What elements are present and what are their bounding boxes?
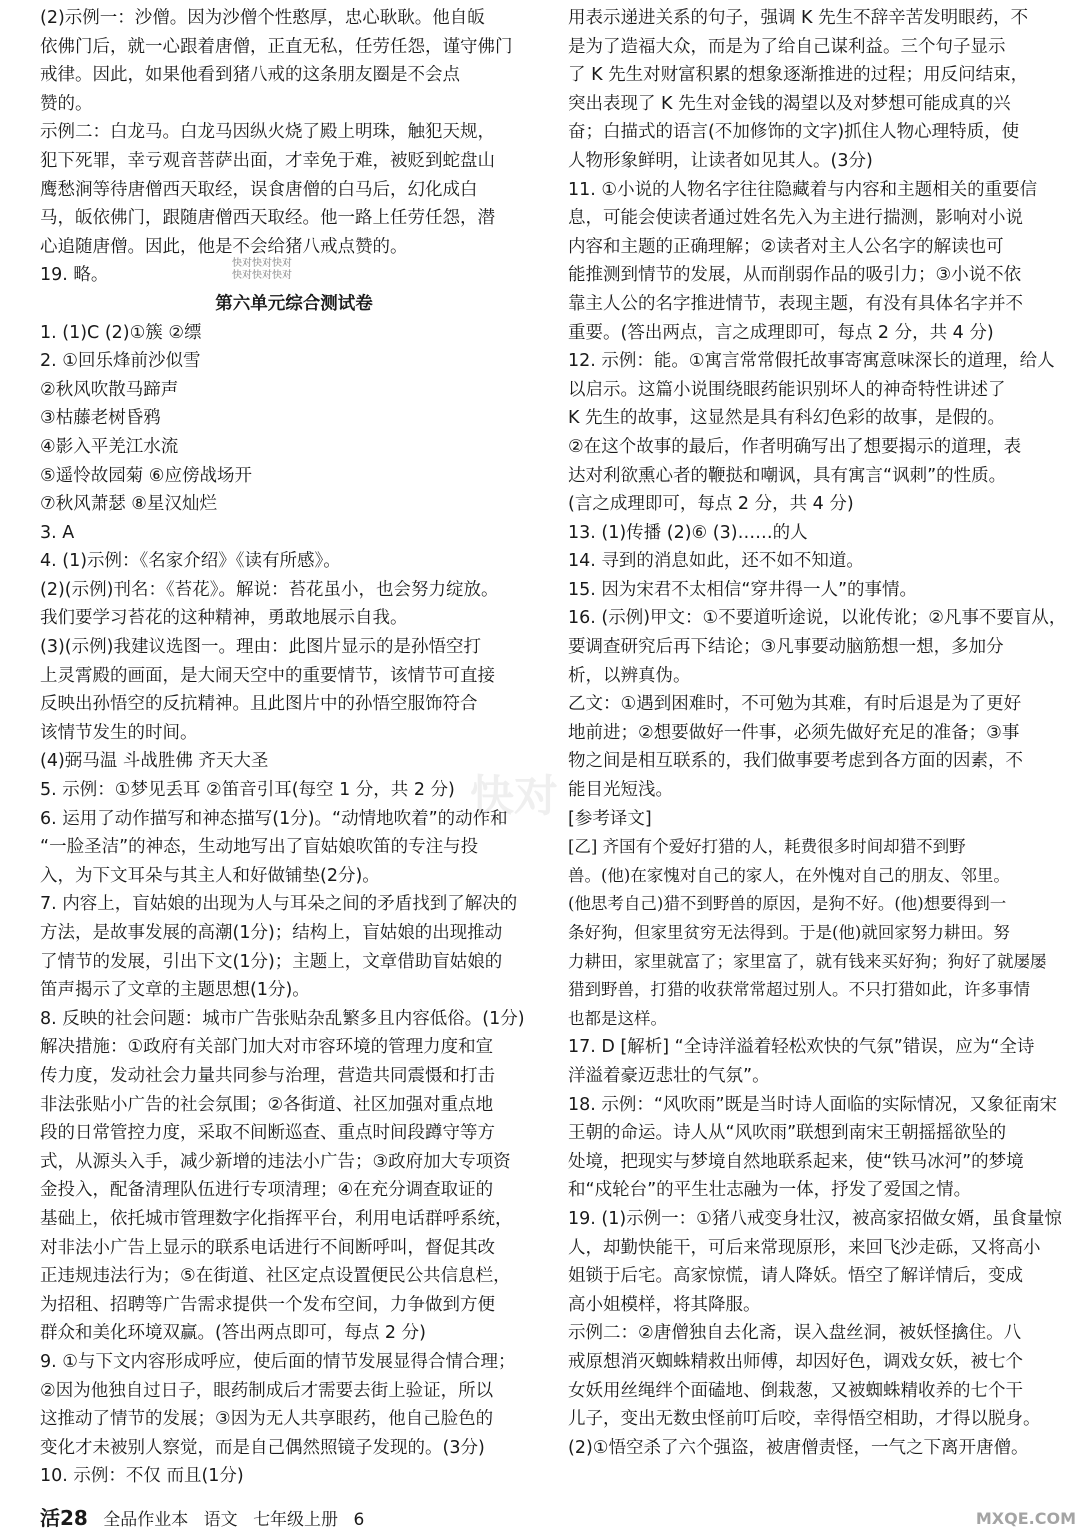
- text-line: 洋溢着豪迈悲壮的气氛”。: [568, 1065, 770, 1086]
- text-line: 女妖用丝绳绊个面磕地、倒栽葱，又被蜘蛛精收养的七个干: [568, 1380, 1023, 1401]
- text-line: 基础上，依托城市管理数字化指挥平台，利用电话群呼系统，: [40, 1208, 513, 1229]
- text-line: ③枯藤老树昏鸦: [40, 408, 161, 429]
- text-line: K 先生的故事，这显然是具有科幻色彩的故事，是假的。: [568, 408, 1006, 429]
- text-line: 6. 运用了动作描写和神态描写(1分)。“动情地吹着”的动作和: [40, 808, 508, 829]
- text-line: 11. ①小说的人物名字往往隐藏着与内容和主题相关的重要信: [568, 179, 1038, 200]
- text-line: 13. (1)传播 (2)⑥ (3)……的人: [568, 522, 808, 543]
- text-line: 非法张贴小广告的社会氛围；②各街道、社区加强对重点地: [40, 1094, 494, 1115]
- text-line: 示例二：白龙马。白龙马因纵火烧了殿上明珠，触犯天规，: [40, 122, 495, 143]
- footer-subject: 语文: [203, 1510, 238, 1530]
- text-line: 16. (示例)甲文：①不要道听途说，以讹传讹；②凡事不要盲从，: [568, 608, 1067, 629]
- text-line: 14. 寻到的消息如此，还不如不知道。: [568, 551, 864, 572]
- text-line: 物之间是相互联系的，我们做事要考虑到各方面的因素，不: [568, 751, 1023, 772]
- text-line: (4)弼马温 斗战胜佛 齐天大圣: [40, 751, 269, 772]
- text-line: 3. A: [40, 522, 75, 543]
- text-line: [参考译文]: [568, 808, 652, 829]
- text-line: 赞的。: [40, 93, 93, 114]
- text-line: 19. (1)示例一：①猪八戒变身壮汉，被高家招做女婿，虽食量惊: [568, 1208, 1062, 1229]
- text-line: 正违规违法行为；⑤在街道、社区定点设置便民公共信息栏，: [40, 1266, 511, 1287]
- text-line: 15. 因为宋君不太相信“穿井得一人”的事情。: [568, 579, 918, 600]
- text-line: (2)(示例)刊名：《苔花》。解说：苔花虽小，也会努力绽放。: [40, 579, 499, 600]
- text-line: 12. 示例：能。①寓言常常假托故事寄寓意味深长的道理，给人: [568, 351, 1055, 372]
- text-line: 这推动了情节的发展；③因为无人共享眼药，他自己脸色的: [40, 1409, 494, 1430]
- text-line: 方法，是故事发展的高潮(1分)；结构上，盲姑娘的出现推动: [40, 923, 503, 943]
- text-line: 高小姐模样，将其降服。: [568, 1294, 761, 1315]
- text-line: 儿子，变出无数虫怪前叮后咬，幸得悟空相助，才得以脱身。: [568, 1409, 1041, 1430]
- text-line: 心追随唐僧。因此，他是不会给猪八戒点赞的。: [40, 236, 408, 257]
- text-line: 2. ①回乐烽前沙似雪: [40, 351, 201, 372]
- text-line: 息，可能会使读者通过姓名先入为主进行揣测，影响对小说: [568, 208, 1023, 229]
- text-line: 犯下死罪，幸亏观音菩萨出面，才幸免于难，被贬到蛇盘山: [40, 150, 495, 171]
- text-line: 戒律。因此，如果他看到猪八戒的这条朋友圈是不会点: [40, 65, 460, 86]
- text-line: 能目光短浅。: [568, 780, 673, 801]
- right-column: [568, 4, 1073, 1462]
- text-line: 地前进；②想要做好一件事，必须先做好充足的准备；③事: [568, 722, 1020, 743]
- text-line: 对非法小广告上显示的联系电话进行不间断呼叫，督促其改: [40, 1237, 495, 1258]
- text-line: (2)示例一：沙僧。因为沙僧个性憨厚，忠心耿耿。他自皈: [40, 8, 485, 28]
- text-line: 析，以辨真伪。: [568, 665, 691, 686]
- stamp-text: 快对快对快对 快对快对快对: [232, 258, 292, 281]
- text-line: 猎到野兽，打猎的收获常常超过别人。不只打猎如此，许多事情: [568, 980, 1030, 1000]
- text-line: 靠主人公的名字推进情节，表现主题，有没有具体名字并不: [568, 293, 1023, 314]
- text-line: 段的日常管控力度，采取不间断巡查、重点时间段蹲守等方: [40, 1123, 495, 1144]
- text-line: 10. 示例：不仅 而且(1分): [40, 1466, 244, 1487]
- text-line: “一脸圣洁”的神态，生动地写出了盲姑娘吹笛的专注与投: [40, 837, 479, 858]
- text-line: 反映出孙悟空的反抗精神。且此图片中的孙悟空服饰符合: [40, 694, 478, 715]
- text-line: 该情节发生的时间。: [40, 722, 198, 743]
- text-line: ⑦秋风萧瑟 ⑧星汉灿烂: [40, 494, 217, 515]
- text-line: 了 K 先生对财富积累的想象逐渐推进的过程；用反问结束，: [568, 65, 1029, 86]
- page-footer: [40, 1502, 374, 1531]
- text-line: 式，从源头入手，减少新增的违法小广告；③政府加大专项资: [40, 1151, 511, 1172]
- text-line: 群众和美化环境双赢。(答出两点即可，每点 2 分): [40, 1323, 426, 1344]
- text-line: 人，却勤快能干，可后来常现原形，来回飞沙走砾，又将高小: [568, 1237, 1041, 1258]
- text-line: 乙文：①遇到困难时，不可勉为其难，有时后退是为了更好: [568, 694, 1022, 715]
- text-line: 依佛门后，就一心跟着唐僧，正直无私，任劳任怨，谨守佛门: [40, 36, 513, 57]
- text-line: 1. (1)C (2)①簇 ②缥: [40, 322, 202, 343]
- text-line: 人物形象鲜明，让读者如见其人。(3分): [568, 150, 873, 171]
- text-line: 重要。(答出两点，言之成理即可，每点 2 分，共 4 分): [568, 322, 994, 343]
- text-line: 奋；白描式的语言(不加修饰的文字)抓住人物心理特质，使: [568, 122, 1020, 143]
- text-line: 19. 略。: [40, 265, 109, 286]
- text-line: 8. 反映的社会问题：城市广告张贴杂乱繁多且内容低俗。(1分): [40, 1008, 525, 1029]
- site-logo: MXQE.COM: [975, 1509, 1076, 1528]
- footer-series: 全品作业本: [103, 1510, 189, 1530]
- text-line: 突出表现了 K 先生对金钱的渴望以及对梦想可能成真的兴: [568, 93, 1011, 114]
- text-line: 金投入，配备清理队伍进行专项清理；④在充分调查取证的: [40, 1180, 494, 1201]
- left-column: [40, 4, 548, 1491]
- footer-grade: 七年级上册: [253, 1510, 339, 1530]
- text-line: 以启示。这篇小说围绕眼药能识别坏人的神奇特性讲述了: [568, 379, 1006, 400]
- text-line: 9. ①与下文内容形成呼应，使后面的情节发展显得合情合理；: [40, 1351, 516, 1372]
- text-line: (3)(示例)我建议选图一。理由：此图片显示的是孙悟空打: [40, 637, 481, 658]
- text-line: 解决措施：①政府有关部门加大对市容环境的管理力度和宣: [40, 1037, 494, 1058]
- text-line: 也都是这样。: [568, 1008, 667, 1028]
- text-line: ②秋风吹散马蹄声: [40, 379, 179, 400]
- text-line: 达对利欲熏心者的鞭挞和嘲讽，具有寓言“讽刺”的性质。: [568, 465, 1007, 486]
- text-line: 4. (1)示例：《名家介绍》《读有所感》。: [40, 551, 341, 572]
- text-line: 力耕田，家里就富了；家里富了，就有钱来买好狗；狗好了就屡屡: [568, 951, 1047, 971]
- footer-badge: 活28: [40, 1506, 88, 1530]
- watermark-text: 快对: [470, 771, 558, 822]
- text-line: ⑤遥怜故园菊 ⑥应傍战场开: [40, 465, 252, 486]
- text-line: (言之成理即可，每点 2 分，共 4 分): [568, 494, 854, 515]
- text-line: [乙] 齐国有个爱好打猎的人，耗费很多时间却猎不到野: [568, 837, 966, 857]
- text-line: 传力度，发动社会力量共同参与治理，营造共同震慑和打击: [40, 1065, 495, 1086]
- text-line: 姐锁于后宅。高家惊慌，请人降妖。悟空了解详情后，变成: [568, 1266, 1023, 1287]
- text-line: 戒原想消灭蜘蛛精救出师傅，却因好色，调戏女妖，被七个: [568, 1351, 1023, 1372]
- text-line: 用表示递进关系的句子，强调 K 先生不辞辛苦发明眼药，不: [568, 8, 1029, 28]
- text-line: 5. 示例：①梦见丢耳 ②笛音引耳(每空 1 分，共 2 分): [40, 780, 455, 801]
- text-line: 18. 示例：“风吹雨”既是当时诗人面临的实际情况，又象征南宋: [568, 1094, 1058, 1115]
- text-line: 兽。(他)在家愧对自己的家人，在外愧对自己的朋友、邻里。: [568, 865, 1010, 885]
- text-line: 入，为下文耳朵与其主人和好做铺垫(2分)。: [40, 865, 380, 886]
- text-line: 17. D [解析] “全诗洋溢着轻松欢快的气氛”错误，应为“全诗: [568, 1037, 1035, 1058]
- text-line: 为招租、招聘等广告需求提供一个发布空间，力争做到方便: [40, 1294, 495, 1315]
- text-line: 变化才未被别人察觉，而是自己偶然照镜子发现的。(3分): [40, 1437, 485, 1458]
- text-line: ②在这个故事的最后，作者明确写出了想要揭示的道理，表: [568, 436, 1022, 457]
- text-line: 鹰愁涧等待唐僧西天取经，误食唐僧的白马后，幻化成白: [40, 179, 478, 200]
- text-line: (他思考自己)猎不到野兽的原因，是狗不好。(他)想要得到一: [568, 894, 1007, 914]
- text-line: ④影入平羌江水流: [40, 436, 179, 457]
- text-line: 条好狗，但家里贫穷无法得到。于是(他)就回家努力耕田。努: [568, 923, 1010, 942]
- text-line: 示例二：②唐僧独自去化斋，误入盘丝洞，被妖怪擒住。八: [568, 1323, 1022, 1344]
- text-line: 我们要学习苔花的这种精神，勇敢地展示自我。: [40, 608, 408, 629]
- text-line: (2)①悟空杀了六个强盗，被唐僧责怪，一气之下离开唐僧。: [568, 1437, 1029, 1458]
- text-line: 上灵霄殿的画面，是大闹天空中的重要情节，该情节可直接: [40, 665, 495, 686]
- text-line: 7. 内容上，盲姑娘的出现为人与耳朵之间的矛盾找到了解决的: [40, 894, 518, 915]
- text-line: 要调查研究后再下结论；③凡事要动脑筋想一想，多加分: [568, 637, 1004, 658]
- footer-page-number: 6: [353, 1510, 365, 1530]
- text-line: 能推测到情节的发展，从而削弱作品的吸引力；③小说不依: [568, 265, 1022, 286]
- text-line: 王朝的命运。诗人从“风吹雨”联想到南宋王朝摇摇欲坠的: [568, 1123, 1007, 1144]
- text-line: 笛声揭示了文章的主题思想(1分)。: [40, 980, 310, 1001]
- text-line: ②因为他独自过日子，眼药制成后才需要去街上验证，所以: [40, 1380, 494, 1401]
- text-line: 和“戍轮台”的平生壮志融为一体，抒发了爱国之情。: [568, 1180, 972, 1201]
- text-line: 马，皈依佛门，跟随唐僧西天取经。他一路上任劳任怨，潜: [40, 208, 495, 229]
- text-line: 内容和主题的正确理解；②读者对主人公名字的解读也可: [568, 236, 1004, 257]
- text-line: 处境，把现实与梦境自然地联系起来，使“铁马冰河”的梦境: [568, 1151, 1024, 1172]
- section-heading: 第六单元综合测试卷: [215, 293, 373, 314]
- text-line: 是为了造福大众，而是为了给自己谋利益。三个句子显示: [568, 36, 1006, 57]
- text-line: 了情节的发展，引出下文(1分)；主题上，文章借助盲姑娘的: [40, 951, 503, 972]
